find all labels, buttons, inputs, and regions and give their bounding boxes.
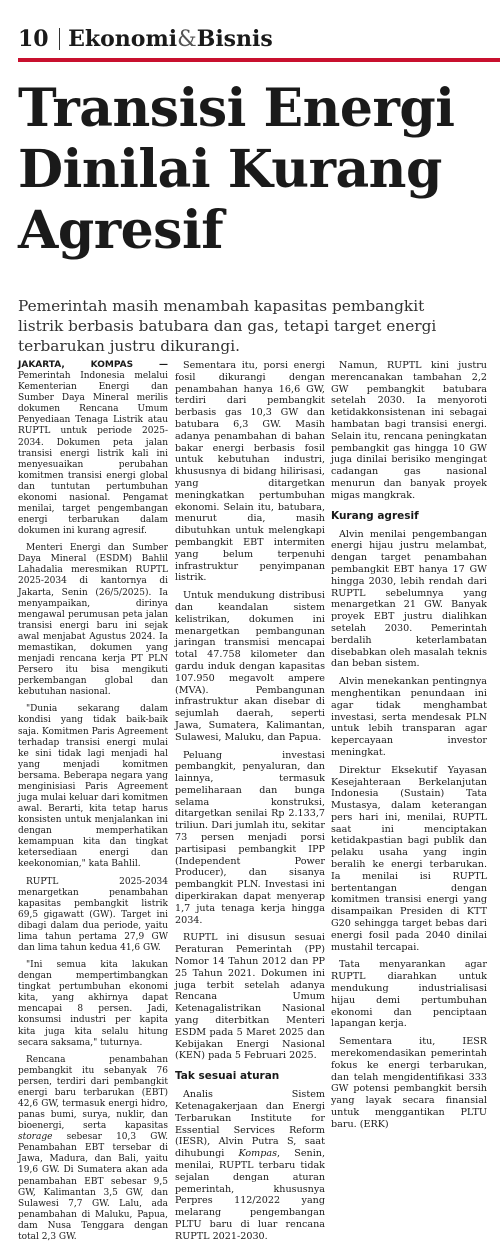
paragraph-text: Analis Sistem Ketenagakerjaan dan Energi Terbarukan Institute for Essential Services Reform (IESR), Alvin Putra S, saat dihubungi xyxy=(175,1089,325,1160)
article-paragraph-6 xyxy=(18,1055,168,1243)
article-paragraph-14: Alvin menekankan pentingnya menghentikan penundaan ini agar tidak menghambat investasi, serta mendesak PLN untuk lebih transparan agar kepercayaan investor meningkat. xyxy=(331,676,487,758)
article-paragraph-17: Sementara itu, IESR merekomendasikan pemerintah fokus ke energi terbarukan, dan telah mengidentifikasi 333 GW potensi pembangkit bersih yang layak secara finansial untuk menggantikan PLTU baru. (ERK) xyxy=(331,1036,487,1130)
paragraph-text: , Senin, menilai, RUPTL terbaru tidak sejalan dengan aturan pemerintah, khususnya Perpres 112/2022 yang melarang pengembangan PLTU baru di luar rencana RUPTL 2021-2030. xyxy=(175,1148,325,1242)
article-paragraph-3: "Dunia sekarang dalam kondisi yang tidak baik-baik saja. Komitmen Paris Agreement terhadap transisi energi mulai ke sini tidak lagi menjadi hal yang menjadi komitmen bersama. Beberapa negara yang menginisiasi Paris Agreement juga mulai keluar dari komitmen awal. Berarti, kita tetap harus konsisten untuk menjalankan ini dengan memperhatikan kemampuan kita dan tingkat ketersediaan energi dan keekonomian," kata Bahlil. xyxy=(18,704,168,870)
subheading-tak-sesuai-aturan: Tak sesuai aturan xyxy=(175,1070,280,1083)
dateline: JAKARTA, KOMPAS — xyxy=(18,360,168,370)
article-paragraph-4: RUPTL 2025-2034 menargetkan penambahan kapasitas pembangkit listrik 69,5 gigawatt (GW). Target ini dibagi dalam dua periode, yaitu lima tahun pertama 27,9 GW dan lima tahun kedua 41,6 GW. xyxy=(18,876,168,953)
section-name-b: Bisnis xyxy=(196,26,273,52)
headline-line-2: Dinilai Kurang xyxy=(18,139,442,200)
lede-line-1: Pemerintah masih menambah kapasitas pembangkit xyxy=(18,297,425,315)
article-paragraph-15: Direktur Eksekutif Yayasan Kesejahteraan Berkelanjutan Indonesia (Sustain) Tata Mustasya, dalam keterangan pers hari ini, menilai, RUPTL saat ini menciptakan ketidakpastian bagi publik dan pelaku usaha yang ingin beralih ke energi terbarukan. Ia menilai isi RUPTL bertentangan dengan komitmen transisi energi yang disampaikan Presiden di KTT G20 sehingga target bebas dari energi fosil pada 2040 dinilai mustahil tercapai. xyxy=(331,764,487,953)
article-paragraph-13: Alvin menilai pengembangan energi hijau justru melambat, dengan target penambahan pembangkit EBT hanya 17 GW hingga 2030, lebih rendah dari RUPTL sebelumnya yang menargetkan 21 GW. Banyak proyek EBT justru dialihkan setelah 2030. Pemerintah berdalih keterlambatan disebabkan oleh masalah teknis dan beban sistem. xyxy=(331,528,487,670)
headline xyxy=(18,78,488,261)
lede-line-2: listrik berbasis batubara dan gas, tetapi target energi xyxy=(18,317,437,335)
headline-line-1: Transisi Energi xyxy=(18,78,455,139)
article-paragraph-12: Namun, RUPTL kini justru merencanakan tambahan 2,2 GW pembangkit batubara setelah 2030. Ia menyoroti ketidakkonsistenan ini sebagai hambatan bagi transisi energi. Selain itu, rencana peningkatan pembangkit gas hingga 10 GW juga dinilai berisiko mengingat cadangan gas nasional menurun dan banyak proyek migas mangkrak. xyxy=(331,360,487,501)
article-column-2 xyxy=(175,360,325,1249)
section-name xyxy=(68,26,273,52)
article-paragraph-10: RUPTL ini disusun sesuai Peraturan Pemerintah (PP) Nomor 14 Tahun 2012 dan PP 25 Tahun 2021. Dokumen ini juga terbit setelah adanya Rencana Umum Ketenagalistrikan Nasional yang diterbitkan Menteri ESDM pada 5 Maret 2025 dan Kebijakan Energi Nasional (KEN) pada 5 Februari 2025. xyxy=(175,932,325,1062)
header-divider xyxy=(59,28,61,50)
page-number: 10 xyxy=(18,26,49,52)
article-paragraph-1 xyxy=(18,360,168,537)
paragraph-emphasis: storage xyxy=(18,1132,53,1143)
page-header xyxy=(18,18,273,60)
paragraph-text: sebesar 10,3 GW. Penambahan EBT tersebar di Jawa, Madura, dan Bali, yaitu 19,6 GW. Di Sumatera akan ada penambahan EBT sebesar 9,5 GW, Kalimantan 3,5 GW, dan Sulawesi 7,7 GW. Lalu, ada penambahan di Maluku, Papua, dam Nusa Tenggara dengan total 2,3 GW. xyxy=(18,1132,168,1242)
article-column-3 xyxy=(331,360,487,1137)
article-paragraph-9: Peluang investasi pembangkit, penyaluran, dan lainnya, termasuk pemeliharaan dan bunga selama konstruksi, ditargetkan senilai Rp 2.133,7 triliun. Dari jumlah itu, sekitar 73 persen menjadi porsi partisipasi pembangkit IPP (Independent Power Producer), dan sisanya pembangkit PLN. Investasi ini diperkirakan dapat menyerap 1,7 juta tenaga kerja hingga 2034. xyxy=(175,749,325,926)
lede xyxy=(18,296,488,356)
section-ampersand: & xyxy=(177,27,197,52)
article-paragraph-2: Menteri Energi dan Sumber Daya Mineral (ESDM) Bahlil Lahadalia meresmikan RUPTL 2025-2034 di kantornya di Jakarta, Senin (26/5/2025). Ia menyampaikan, dirinya mengawal perumusan peta jalan transisi energi baru ini sejak awal menjabat Agustus 2024. Ia memastikan, dokumen yang menjadi rencana kerja PT PLN Persero itu bisa mengikuti perkembangan global dan kebutuhan nasional. xyxy=(18,543,168,698)
subheading-kurang-agresif: Kurang agresif xyxy=(331,509,419,522)
paragraph-text: Pemerintah Indonesia melalui Kementerian Energi dan Sumber Daya Mineral merilis dokumen Rencana Umum Penyediaan Tenaga Listrik atau RUPTL untuk periode 2025-2034. Dokumen peta jalan transisi energi listrik kali ini menyesuaikan perubahan komitmen transisi energi global dan tuntutan pertumbuhan ekonomi nasional. Pengamat menilai, target pengembangan energi terbarukan dalam dokumen ini kurang agresif. xyxy=(18,371,168,537)
paragraph-text: Rencana penambahan pembangkit itu sebanyak 76 persen, terdiri dari pembangkit energi baru terbarukan (EBT) 42,6 GW, termasuk energi hidro, panas bumi, surya, nuklir, dan bioenergi, serta kapasitas xyxy=(18,1054,168,1132)
article-paragraph-11 xyxy=(175,1089,325,1242)
article-paragraph-16: Tata menyarankan agar RUPTL diarahkan untuk mendukung industrialisasi hijau demi pertumbuhan ekonomi dan penciptaan lapangan kerja. xyxy=(331,959,487,1030)
article-paragraph-7: Sementara itu, porsi energi fosil dikurangi dengan penambahan hanya 16,6 GW, terdiri dari pembangkit berbasis gas 10,3 GW dan batubara 6,3 GW. Masih adanya penambahan di bahan bakar energi berbasis fosil untuk kebutuhan industri, khususnya di bidang hilirisasi, yang ditargetkan meningkatkan pertumbuhan ekonomi. Selain itu, batubara, menurut dia, masih dibutuhkan untuk melengkapi pembangkit EBT intermiten yang belum terpenuhi infrastruktur penyimpanan listrik. xyxy=(175,360,325,584)
article-column-1 xyxy=(18,360,168,1249)
headline-line-3: Agresif xyxy=(18,200,224,261)
header-rule xyxy=(18,58,500,62)
paragraph-emphasis: Kompas xyxy=(238,1148,278,1160)
section-name-a: Ekonomi xyxy=(68,26,178,52)
lede-line-3: terbarukan justru dikurangi. xyxy=(18,337,240,355)
article-paragraph-5: "Ini semua kita lakukan dengan mempertimbangkan tingkat pertumbuhan ekonomi kita, yang akhirnya dapat mencapai 8 persen. Jadi, konsumsi industri per kapita kita juga kita selalu hitung secara saksama," tuturnya. xyxy=(18,960,168,1048)
article-paragraph-8: Untuk mendukung distribusi dan keandalan sistem kelistrikan, dokumen ini menargetkan pembangunan jaringan transmisi mencapai total 47.758 kilometer dan gardu induk dengan kapasitas 107.950 megavolt ampere (MVA). Pembangunan infrastruktur akan disebar di sejumlah daerah, seperti Jawa, Sumatera, Kalimantan, Sulawesi, Maluku, dan Papua. xyxy=(175,590,325,743)
